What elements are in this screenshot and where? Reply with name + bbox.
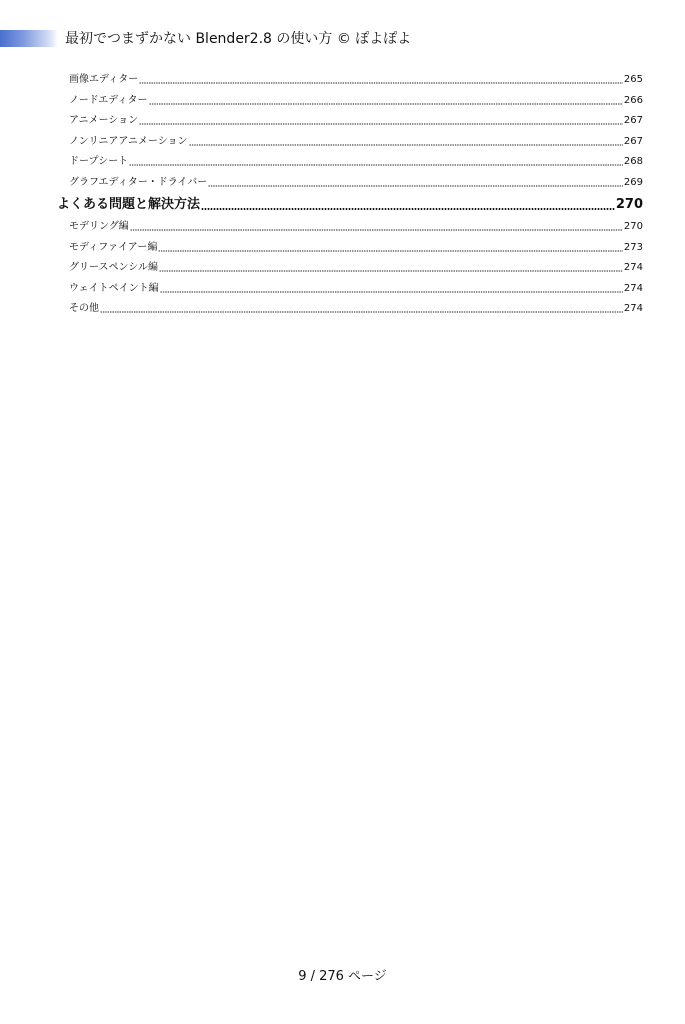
toc-entry-label: モディファイアー編 — [69, 242, 158, 253]
toc-entry[interactable] — [69, 220, 643, 234]
toc-entry[interactable] — [69, 135, 643, 149]
toc-leader-dots — [189, 144, 623, 146]
toc-entry-page: 273 — [623, 242, 643, 253]
toc-chapter-label: よくある問題と解決方法 — [57, 197, 201, 212]
toc-entry-label: ウェイトペイント編 — [69, 283, 159, 294]
toc-leader-dots — [130, 229, 623, 231]
toc-entry[interactable] — [69, 114, 643, 128]
toc-entry-label: 画像エディター — [69, 74, 139, 85]
toc-entry[interactable] — [69, 94, 643, 108]
toc-entry-label: グラフエディター・ドライバー — [69, 177, 208, 188]
toc-entry-label: モデリング編 — [69, 221, 129, 232]
toc-entry-label: アニメーション — [69, 115, 139, 126]
toc-leader-dots — [208, 185, 623, 187]
toc-entry-page: 267 — [623, 115, 643, 126]
toc-leader-dots — [149, 103, 623, 105]
toc-entry-page: 267 — [623, 136, 643, 147]
toc-leader-dots — [159, 270, 623, 272]
toc-entry[interactable] — [69, 241, 643, 255]
toc-entry[interactable] — [69, 155, 643, 169]
header-accent-bar — [0, 30, 58, 47]
toc-entry[interactable] — [69, 261, 643, 275]
toc-entry-label: ノードエディター — [69, 95, 148, 106]
toc-entry[interactable] — [69, 282, 643, 296]
toc-entry-page: 274 — [623, 262, 643, 273]
toc-entry-page: 266 — [623, 95, 643, 106]
toc-entry[interactable] — [69, 302, 643, 316]
toc-entry-label: ドープシート — [69, 156, 129, 167]
toc-entry[interactable] — [69, 176, 643, 190]
toc-entry-page: 274 — [623, 303, 643, 314]
toc-entry-page: 269 — [623, 177, 643, 188]
toc-leader-dots — [139, 82, 623, 84]
toc-entry-label: その他 — [69, 303, 99, 314]
page-indicator: 9 / 276 ページ — [298, 969, 387, 984]
toc-entry-page: 268 — [623, 156, 643, 167]
toc-leader-dots — [201, 208, 615, 210]
toc-leader-dots — [100, 311, 623, 313]
document-title: 最初でつまずかない Blender2.8 の使い方 © ぽよぽよ — [65, 31, 412, 47]
toc-entry-page: 274 — [623, 283, 643, 294]
toc-entry-page: 265 — [623, 74, 643, 85]
toc-chapter-entry[interactable] — [57, 197, 643, 213]
toc-entry[interactable] — [69, 73, 643, 87]
toc-leader-dots — [160, 291, 623, 293]
toc-leader-dots — [158, 250, 623, 252]
toc-chapter-page: 270 — [615, 197, 643, 212]
toc-leader-dots — [129, 164, 623, 166]
toc-entry-page: 270 — [623, 221, 643, 232]
toc-entry-label: ノンリニアアニメーション — [69, 136, 188, 147]
toc-entry-label: グリースペンシル編 — [69, 262, 158, 273]
toc-leader-dots — [139, 123, 623, 125]
